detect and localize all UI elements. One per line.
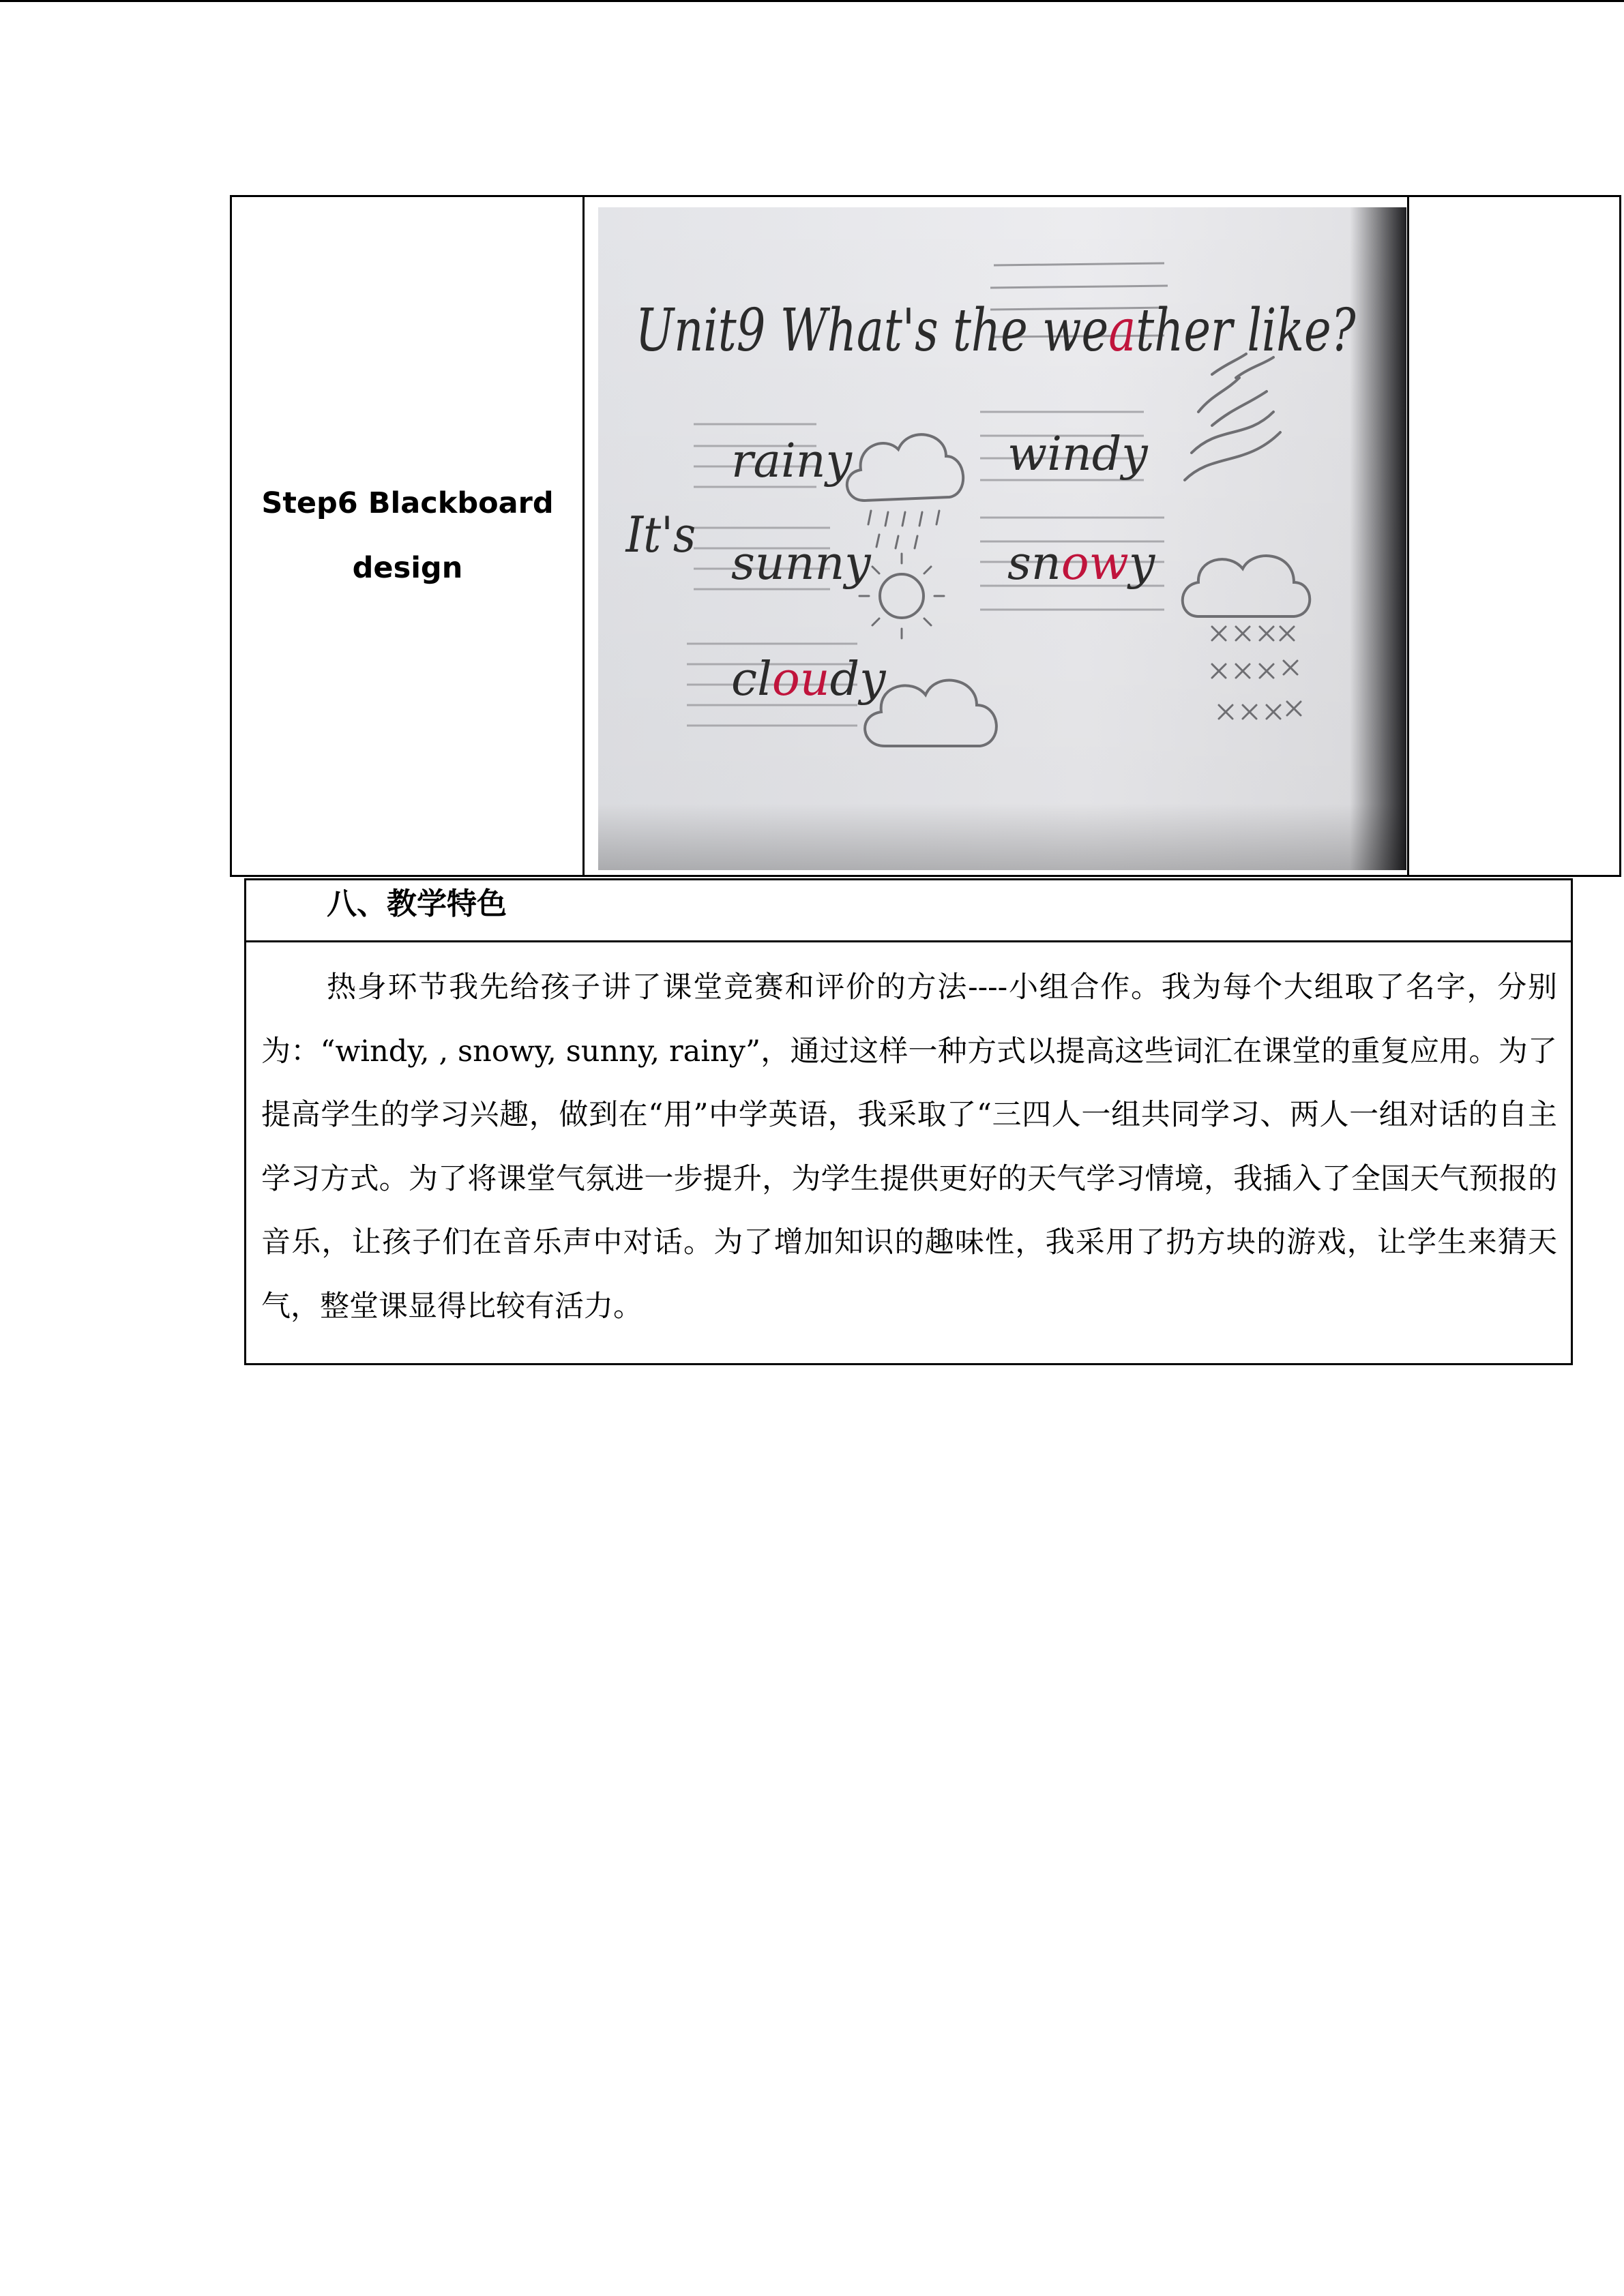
word-windy: windy (1007, 428, 1148, 481)
its-label: It's (625, 506, 696, 564)
section-8-body: 热身环节我先给孩子讲了课堂竞赛和评价的方法----小组合作。我为每个大组取了名字，分别为：“windy, , snowy, sunny, rainy”，通过这样一种方式以提高这些词汇在课堂的重复应用。为了提高学生的学习兴趣，做到在“用”中学英语，我采取了“三四人一组共同学习、两人一组对话的自主学习方式。为了将课堂气氛进一步提升，为学生提供更好的天气学习情境，我插入了全国天气预报的音乐，让孩子们在音乐声中对话。为了增加知识的趣味性，我采用了扔方块的游戏，让学生来猜天气，整堂课显得比较有活力。 (261, 970, 1557, 1324)
word-cloudy: cloudy (731, 653, 886, 706)
step6-table (230, 195, 1621, 877)
word-rainy: rainy (731, 434, 853, 488)
section-8-box (244, 878, 1573, 1365)
step6-label (232, 197, 583, 875)
blackboard-design-photo (598, 207, 1406, 870)
step6-label-line2: design (352, 551, 463, 585)
step6-label-line1: Step6 Blackboard (261, 486, 554, 520)
section-8-heading: 八、教学特色 (246, 880, 1571, 942)
word-snowy: snowy (1007, 537, 1155, 591)
table-divider-right (1407, 197, 1409, 875)
blackboard-title: Unit9 What's the weather like? (635, 296, 1356, 366)
word-sunny: sunny (731, 537, 871, 591)
top-border-line (0, 0, 1624, 2)
